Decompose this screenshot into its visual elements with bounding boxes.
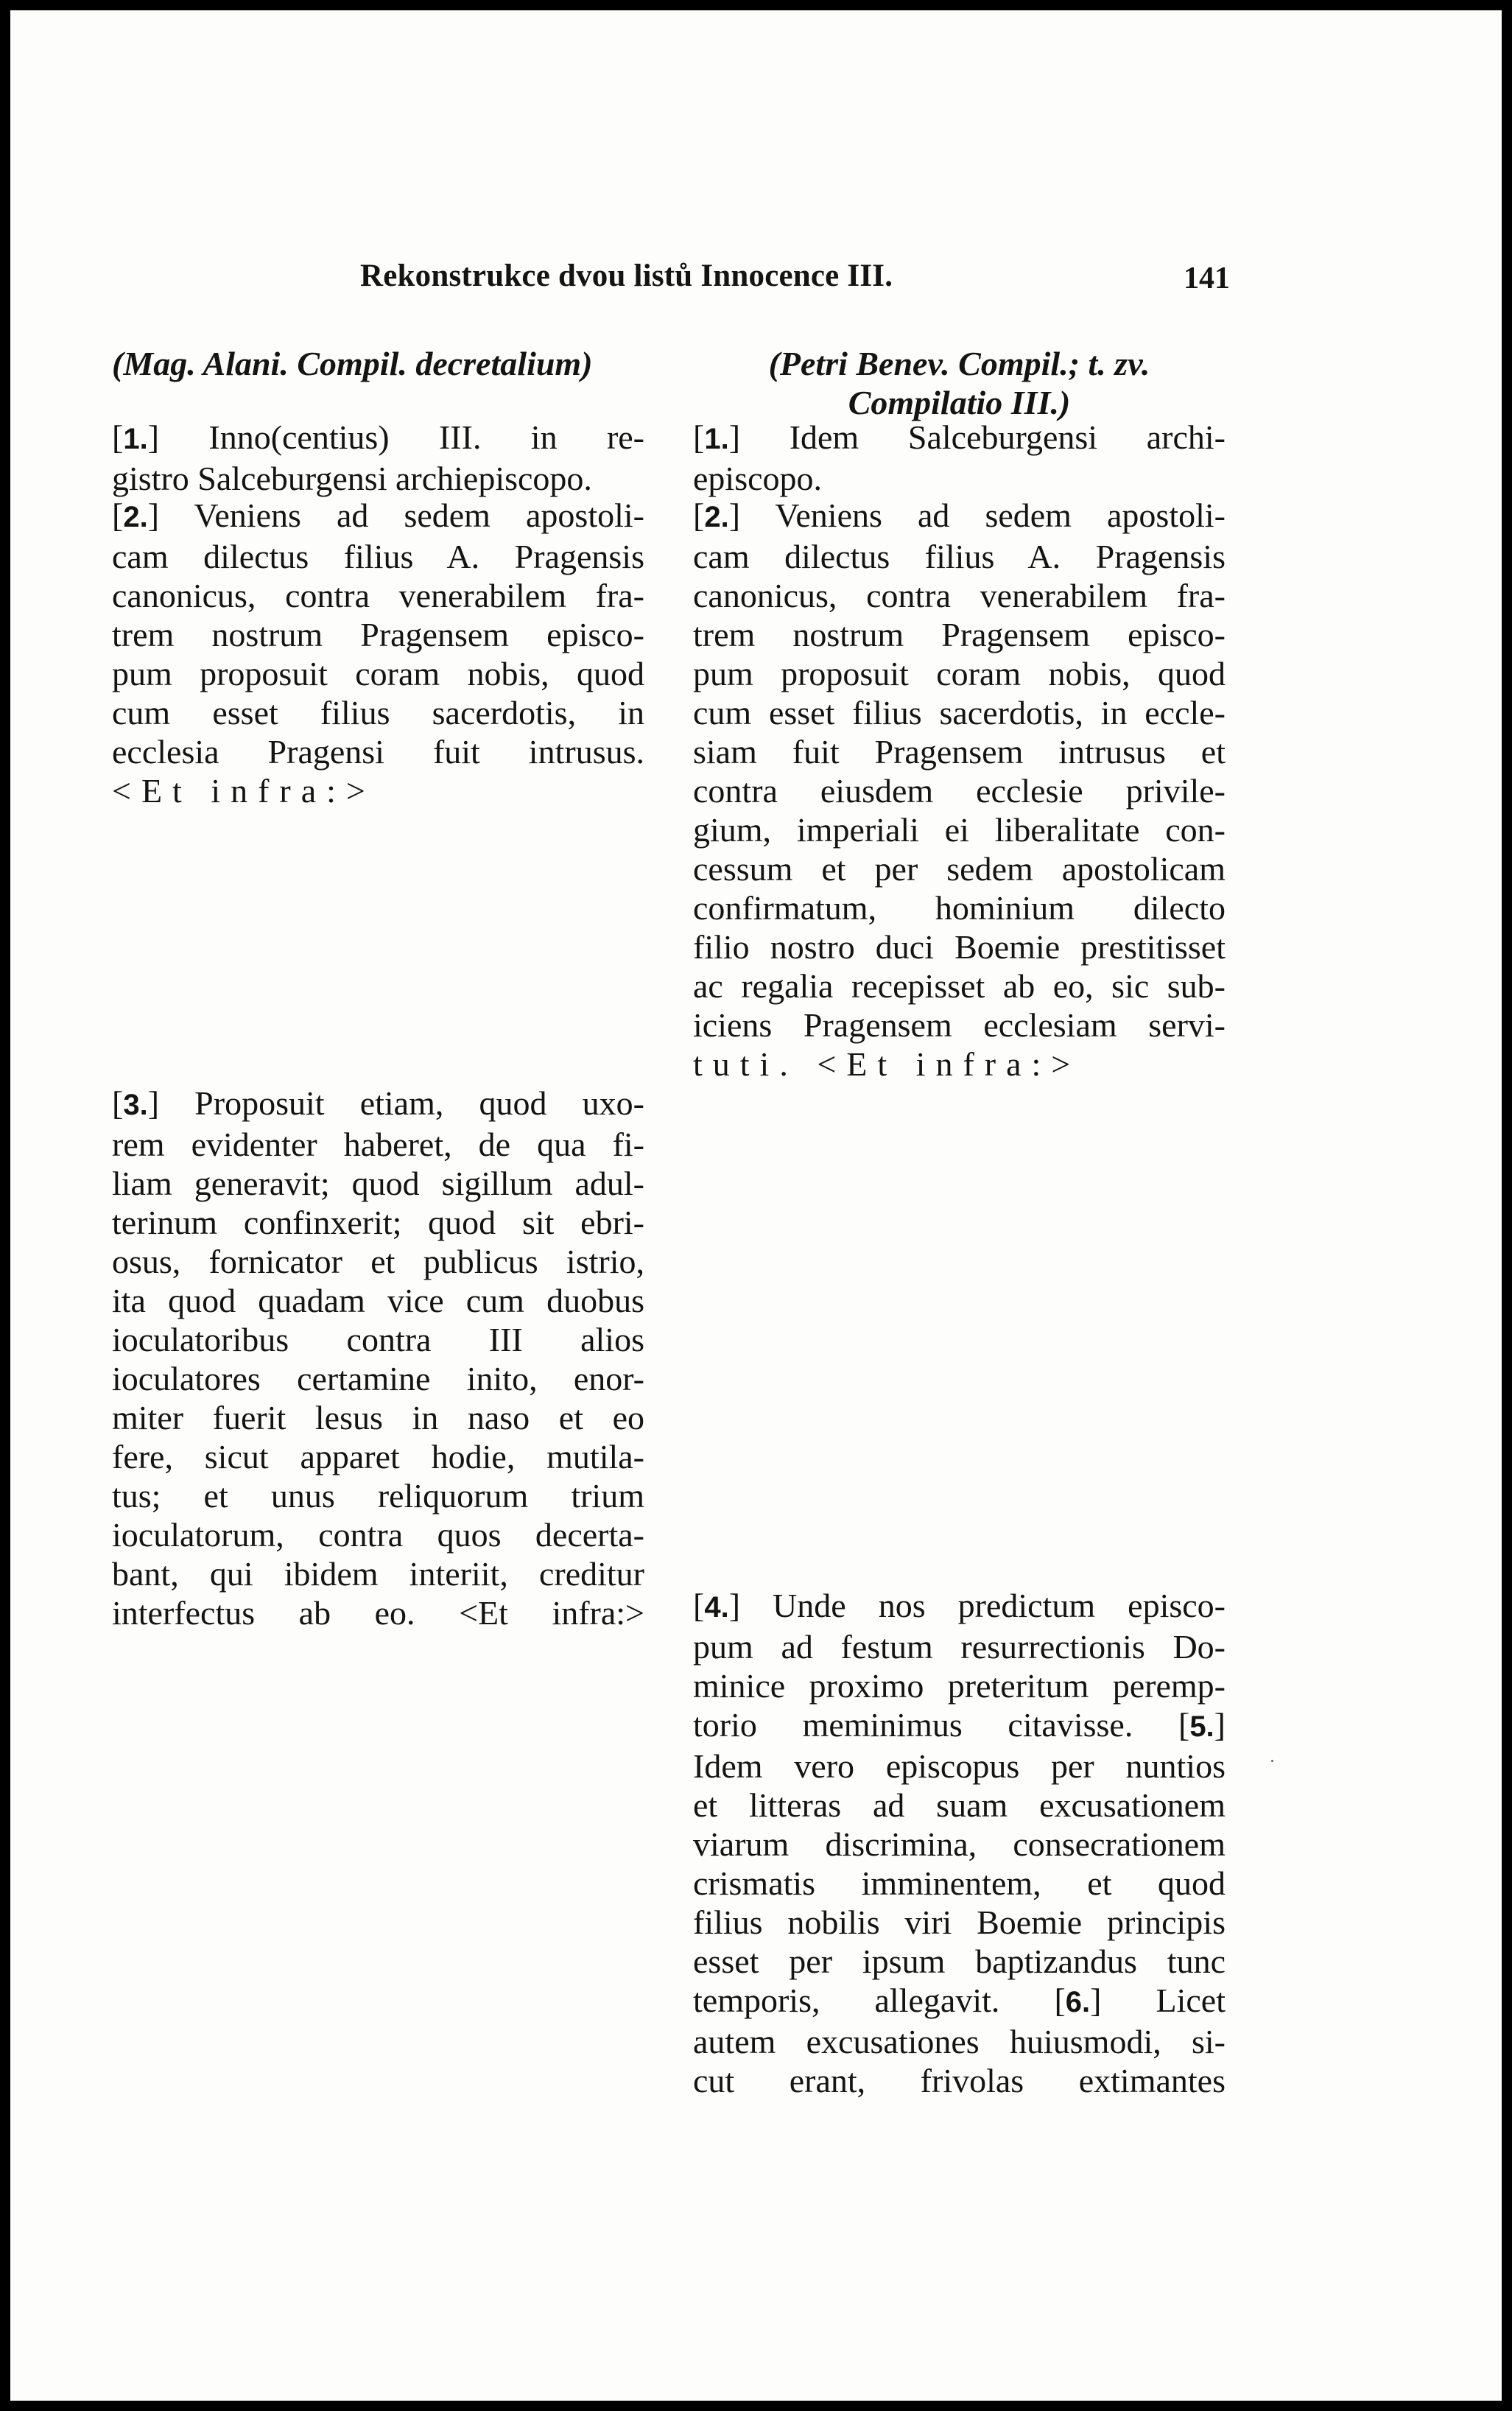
right-s3-line-8: crismatis imminentem, et quod [693, 1864, 1226, 1902]
left-section-1 [112, 418, 644, 498]
right-s3-line-3: minice proximo preteritum peremp- [693, 1667, 1226, 1705]
page [10, 10, 1502, 2401]
margin-dot [1271, 1760, 1273, 1762]
left-s3-line-11: tus; et unus reliquorum trium [112, 1477, 644, 1515]
right-s2-line-6: cum esset filius sacerdotis, in eccle- [693, 694, 1226, 731]
left-s2-line-3: canonicus, contra venerabilem fra- [112, 577, 644, 614]
right-s2-line-11: confirmatum, hominium dilecto [693, 889, 1226, 927]
running-head: Rekonstrukce dvou listů Innocence III. [360, 259, 893, 293]
right-section-2 [693, 496, 1226, 1084]
right-s2-line-8: contra eiusdem ecclesie privile- [693, 772, 1226, 810]
left-s3-line-9: miter fuerit lesus in naso et eo [112, 1399, 644, 1436]
left-section-2 [112, 496, 644, 810]
left-s3-line-4: terinum confinxerit; quod sit ebri- [112, 1204, 644, 1241]
right-s3-line-5: Idem vero episcopus per nuntios [693, 1747, 1226, 1785]
right-s2-line-10: cessum et per sedem apostolicam [693, 850, 1226, 888]
right-s3-line-12: autem excusationes huiusmodi, si- [693, 2023, 1226, 2060]
right-column-title-line-1: (Petri Benev. Compil.; t. zv. [768, 345, 1150, 382]
left-s2-line-8: <Et infra:> [112, 772, 376, 810]
right-s2-line-4: trem nostrum Pragensem episco- [693, 616, 1226, 653]
right-s3-line-6: et litteras ad suam excusationem [693, 1786, 1226, 1824]
left-s1-line-1: [1.] Inno(centius) III. in re- [112, 418, 644, 456]
left-s3-line-2: rem evidenter haberet, de qua fi- [112, 1126, 644, 1163]
left-s3-line-12: ioculatorum, contra quos decerta- [112, 1516, 644, 1554]
left-s2-line-2: cam dilectus filius A. Pragensis [112, 538, 644, 575]
left-s2-line-5: pum proposuit coram nobis, quod [112, 655, 644, 692]
right-s2-line-3: canonicus, contra venerabilem fra- [693, 577, 1226, 614]
left-s3-line-6: ita quod quadam vice cum duobus [112, 1282, 644, 1319]
left-s1-line-2: gistro Salceburgensi archiepiscopo. [112, 460, 592, 497]
left-s3-line-14: interfectus ab eo. <Et infra:> [112, 1594, 644, 1632]
left-s2-line-1: [2.] Veniens ad sedem apostoli- [112, 496, 644, 534]
right-s3-line-9: filius nobilis viri Boemie principis [693, 1903, 1226, 1941]
left-s3-line-3: liam generavit; quod sigillum adul- [112, 1165, 644, 1202]
right-s3-line-4: torio meminimus citavisse. [5.] [693, 1706, 1226, 1744]
right-s2-line-15: tuti. <Et infra:> [693, 1045, 1081, 1083]
right-s2-line-7: siam fuit Pragensem intrusus et [693, 733, 1226, 771]
right-s2-line-14: iciens Pragensem ecclesiam servi- [693, 1006, 1226, 1044]
page-number: 141 [1184, 262, 1230, 295]
left-s3-line-13: bant, qui ibidem interiit, creditur [112, 1555, 644, 1593]
left-column-title-text: (Mag. Alani. Compil. decretalium) [112, 345, 593, 382]
left-s3-line-8: ioculatores certamine inito, enor- [112, 1360, 644, 1397]
right-column-title-line-2: Compilatio III.) [848, 384, 1071, 421]
left-column-title [112, 344, 644, 383]
left-s3-line-10: fere, sicut apparet hodie, mutila- [112, 1438, 644, 1475]
left-s2-line-6: cum esset filius sacerdotis, in [112, 694, 644, 731]
right-s1-line-2: episcopo. [693, 460, 823, 497]
right-s2-line-12: filio nostro duci Boemie prestitisset [693, 928, 1226, 966]
right-s3-line-13: cut erant, frivolas extimantes [693, 2062, 1226, 2099]
right-s3-line-1: [4.] Unde nos predictum episco- [693, 1587, 1226, 1624]
right-s2-line-9: gium, imperiali ei liberalitate con- [693, 811, 1226, 849]
right-section-3 [693, 1586, 1226, 2100]
left-s2-line-7: ecclesia Pragensi fuit intrusus. [112, 733, 644, 771]
right-s2-line-2: cam dilectus filius A. Pragensis [693, 538, 1226, 575]
right-s2-line-13: ac regalia recepisset ab eo, sic sub- [693, 967, 1226, 1005]
left-section-3 [112, 1084, 644, 1632]
left-s2-line-4: trem nostrum Pragensem episco- [112, 616, 644, 653]
right-s3-line-11: temporis, allegavit. [6.] Licet [693, 1982, 1226, 2019]
right-column-title [693, 344, 1226, 422]
left-s3-line-7: ioculatoribus contra III alios [112, 1321, 644, 1358]
left-s3-line-1: [3.] Proposuit etiam, quod uxo- [112, 1084, 644, 1122]
right-s2-line-5: pum proposuit coram nobis, quod [693, 655, 1226, 692]
right-s3-line-7: viarum discrimina, consecrationem [693, 1825, 1226, 1863]
left-s3-line-5: osus, fornicator et publicus istrio, [112, 1243, 644, 1280]
right-s3-line-2: pum ad festum resurrectionis Do- [693, 1628, 1226, 1666]
right-s2-line-1: [2.] Veniens ad sedem apostoli- [693, 496, 1226, 534]
right-section-1 [693, 418, 1226, 498]
right-s3-line-10: esset per ipsum baptizandus tunc [693, 1943, 1226, 1980]
right-s1-line-1: [1.] Idem Salceburgensi archi- [693, 418, 1226, 456]
